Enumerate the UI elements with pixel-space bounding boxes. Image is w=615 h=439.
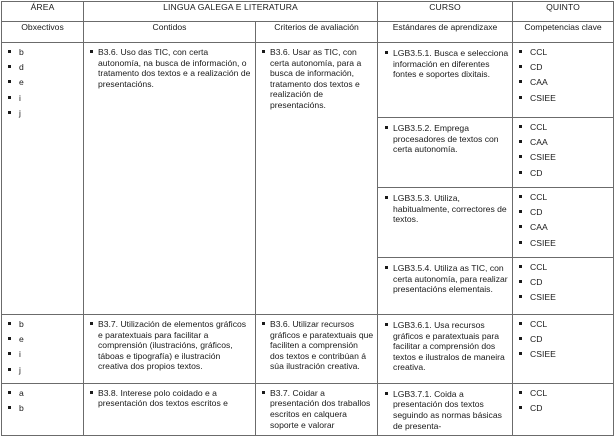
content-cell: [84, 383, 256, 435]
objectives-column-header: Obxectivos: [2, 22, 84, 43]
competences-cell: [513, 258, 614, 315]
course-header: CURSO: [378, 2, 513, 22]
competence-item: CSIEE: [518, 93, 610, 104]
objective-item: a: [7, 388, 80, 399]
competence-item: CSIEE: [518, 349, 610, 360]
competence-item: CAA: [518, 137, 610, 148]
objective-item: d: [7, 62, 80, 73]
standard-text: LGB3.5.3. Utiliza, habitualmente, correctores de textos.: [384, 193, 509, 225]
objectives-cell: [2, 315, 84, 384]
competence-item: CCL: [518, 122, 610, 133]
competence-item: CCL: [518, 47, 610, 58]
competence-item: CSIEE: [518, 238, 610, 249]
competence-item: CCL: [518, 319, 610, 330]
header-row: [2, 2, 614, 22]
competence-item: CSIEE: [518, 152, 610, 163]
objectives-cell: [2, 43, 84, 315]
competence-item: CCL: [518, 388, 610, 399]
standard-cell: [378, 315, 513, 384]
criterion-cell: [256, 315, 378, 384]
criterion-text: B3.6. Utilizar recursos gráficos e paratextuais que faciliten a comprensión dos textos e contribúan á súa ilustración creativa.: [261, 319, 374, 372]
standard-text: LGB3.6.1. Usa recursos gráficos e paratextuais para facilitar a comprensión dos textos e ilustralos de maneira creativa.: [384, 320, 509, 373]
competence-item: CCL: [518, 192, 610, 203]
block-2-row: [2, 315, 614, 384]
standard-text: LGB3.7.1. Coida a presentación dos textos seguindo as normas básicas de presenta-: [384, 389, 509, 431]
contents-column-header: Contidos: [84, 22, 256, 43]
standard-text: LGB3.5.2. Emprega procesadores de textos con certa autonomía.: [384, 123, 509, 155]
competence-item: CD: [518, 62, 610, 73]
objective-item: e: [7, 334, 80, 345]
curriculum-table: [1, 1, 614, 436]
criterion-text: B3.6. Usar as TIC, con certa autonomía, para a busca de información, tratamento dos textos e realización de presentacións.: [261, 47, 374, 111]
course-value-header: QUINTO: [513, 2, 614, 22]
content-text: B3.6. Uso das TIC, con certa autonomía, na busca de información, o tratamento dos textos e a realización de presentacións.: [89, 47, 252, 89]
content-text: B3.8. Interese polo coidado e a presentación dos textos escritos e: [89, 388, 252, 409]
competence-item: CCL: [518, 262, 610, 273]
competences-cell: [513, 383, 614, 435]
competence-item: CD: [518, 403, 610, 414]
competences-column-header: Competencias clave: [513, 22, 614, 43]
competences-cell: [513, 188, 614, 258]
competences-cell: [513, 315, 614, 384]
block-3-row: [2, 383, 614, 435]
column-header-row: [2, 22, 614, 43]
competence-item: CAA: [518, 77, 610, 88]
standards-column-header: Estándares de aprendizaxe: [378, 22, 513, 43]
objective-item: b: [7, 403, 80, 414]
standard-text: LGB3.5.4. Utiliza as TIC, con certa autonomía, para realizar presentacións elementais.: [384, 263, 509, 295]
standard-text: LGB3.5.1. Busca e selecciona información en diferentes fontes e soportes dixitais.: [384, 48, 509, 80]
standard-cell: [378, 118, 513, 188]
competences-cell: [513, 118, 614, 188]
area-header: ÁREA: [2, 2, 84, 22]
criterion-cell: [256, 383, 378, 435]
standard-cell: [378, 43, 513, 118]
subject-header: LINGUA GALEGA E LITERATURA: [84, 2, 378, 22]
objective-item: j: [7, 108, 80, 119]
objective-item: j: [7, 365, 80, 376]
competence-item: CD: [518, 207, 610, 218]
objective-item: i: [7, 349, 80, 360]
criteria-column-header: Criterios de avaliación: [256, 22, 378, 43]
criterion-text: B3.7. Coidar a presentación dos traballos escritos en calquera soporte e valorar: [261, 388, 374, 430]
content-text: B3.7. Utilización de elementos gráficos e paratextuais para facilitar a comprensión (ilustracións, gráficos, táboas e tipografía) e ilustración creativa dos propios textos.: [89, 319, 252, 372]
objectives-cell: [2, 383, 84, 435]
content-cell: [84, 315, 256, 384]
competences-cell: [513, 43, 614, 118]
objective-item: b: [7, 47, 80, 58]
competence-item: CAA: [518, 222, 610, 233]
standard-cell: [378, 188, 513, 258]
objective-item: b: [7, 319, 80, 330]
standard-cell: [378, 383, 513, 435]
competence-item: CD: [518, 277, 610, 288]
competence-item: CD: [518, 334, 610, 345]
content-cell: [84, 43, 256, 315]
objective-item: i: [7, 93, 80, 104]
competence-item: CSIEE: [518, 292, 610, 303]
block-1-row-1: [2, 43, 614, 118]
criterion-cell: [256, 43, 378, 315]
objective-item: e: [7, 77, 80, 88]
standard-cell: [378, 258, 513, 315]
competence-item: CD: [518, 168, 610, 179]
